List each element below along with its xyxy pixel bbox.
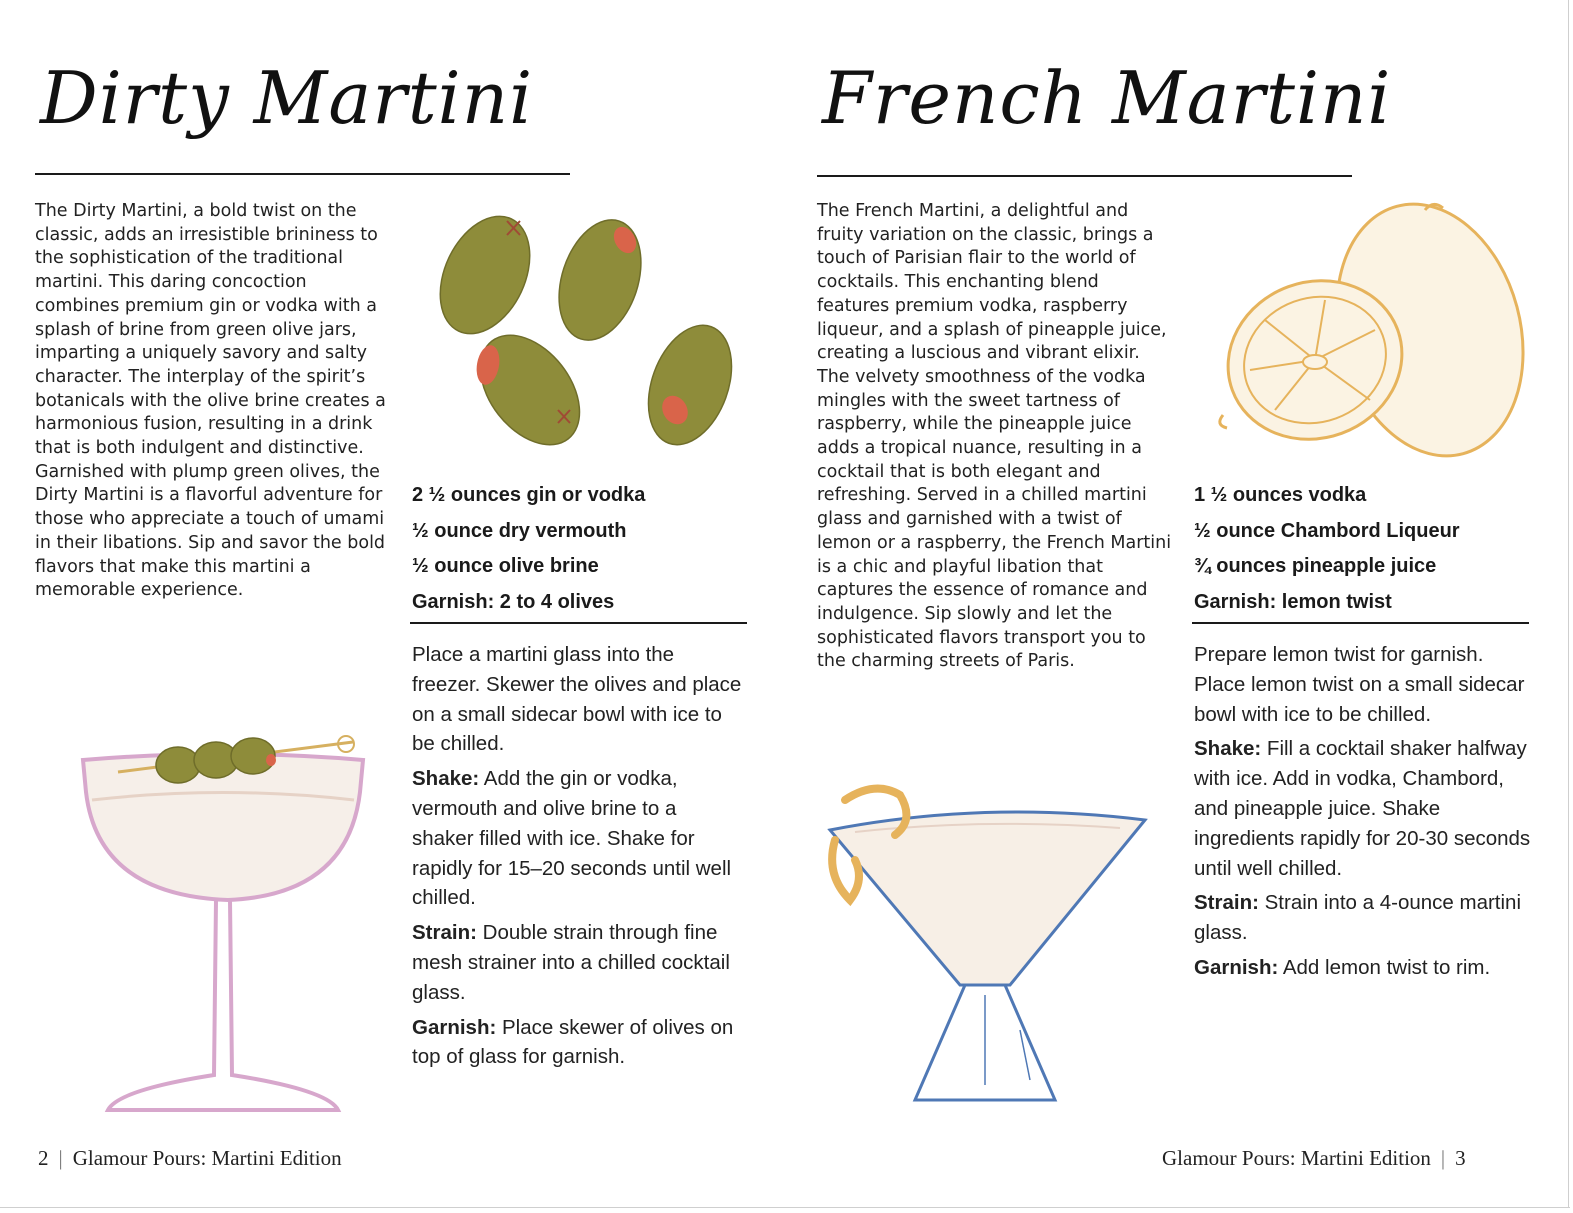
- coupe-glass-illustration: [78, 730, 368, 1120]
- olives-illustration: [430, 205, 750, 460]
- instruction-step: [412, 918, 742, 1007]
- book-title: Glamour Pours: Martini Edition: [72, 1146, 342, 1170]
- step-label: Strain:: [1194, 891, 1259, 915]
- page-footer: [1162, 1146, 1466, 1171]
- lemon-illustration: [1215, 200, 1535, 470]
- instruction-text: Double strain through fine mesh strainer into a chilled cocktail glass.: [412, 921, 730, 1004]
- instruction-step: [412, 764, 742, 913]
- footer-separator: |: [58, 1146, 63, 1170]
- ingredient-item: ½ ounce olive brine: [412, 555, 599, 577]
- ingredient-list: [412, 478, 645, 620]
- step-label: Shake:: [1194, 737, 1262, 761]
- page-edge-bottom: [0, 1207, 1570, 1208]
- instruction-step: [1194, 734, 1534, 883]
- ingredients-divider: [410, 622, 747, 624]
- ingredient-item: Garnish: 2 to 4 olives: [412, 590, 615, 613]
- instruction-step: [1194, 888, 1534, 948]
- instruction-step: [1194, 953, 1534, 983]
- ingredient-item: Garnish: lemon twist: [1194, 590, 1392, 613]
- ingredient-item: ¾ ounces pineapple juice: [1194, 555, 1437, 577]
- recipe-title: French Martini: [822, 56, 1392, 140]
- ingredient-item: ½ ounce Chambord Liqueur: [1194, 519, 1460, 542]
- instruction-text: Strain into a 4-ounce martini glass.: [1194, 891, 1522, 945]
- ingredient-list: [1194, 478, 1460, 620]
- title-divider: [35, 173, 570, 175]
- instruction-text: Fill a cocktail shaker halfway with ice. Add in vodka, Chambord, and pineapple juice. Shake ingredients rapidly for 20-30 seconds until well chilled.: [1194, 737, 1531, 880]
- martini-glass-illustration: [815, 780, 1155, 1110]
- instruction-step: [412, 1013, 742, 1073]
- page-number: 2: [38, 1146, 49, 1170]
- instruction-text: Place a martini glass into the freezer. Skewer the olives and place on a small sidecar bowl with ice to be chilled.: [412, 643, 742, 756]
- instruction-text: Prepare lemon twist for garnish. Place lemon twist on a small sidecar bowl with ice to be chilled.: [1194, 643, 1525, 726]
- ingredients-divider: [1192, 622, 1529, 624]
- step-label: Garnish:: [1194, 955, 1279, 979]
- instructions: [1194, 640, 1534, 988]
- instructions: [412, 640, 742, 1077]
- instruction-text: Place skewer of olives on top of glass for garnish.: [412, 1015, 734, 1069]
- step-label: Shake:: [412, 767, 480, 791]
- ingredient-item: 2 ½ ounces gin or vodka: [412, 484, 646, 506]
- instruction-text: Add lemon twist to rim.: [1278, 955, 1491, 979]
- page-footer: [38, 1146, 342, 1171]
- step-label: Garnish:: [412, 1015, 497, 1039]
- page-edge-right: [1568, 0, 1569, 1207]
- instruction-text: Add the gin or vodka, vermouth and olive brine to a shaker filled with ice. Shake for rapidly for 15–20 seconds until well chilled.: [412, 767, 732, 910]
- title-divider: [817, 175, 1352, 177]
- footer-separator: |: [1440, 1146, 1446, 1170]
- book-title: Glamour Pours: Martini Edition: [1162, 1146, 1431, 1170]
- ingredient-item: 1 ½ ounces vodka: [1194, 484, 1367, 506]
- recipe-title: Dirty Martini: [40, 56, 534, 140]
- page-number: 3: [1455, 1146, 1466, 1170]
- step-label: Strain:: [412, 921, 477, 945]
- recipe-intro: The Dirty Martini, a bold twist on the classic, adds an irresistible brininess to the sophistication of the traditional martini. This daring concoction combines premium gin or vodka with a splash of brine from green olive jars, imparting a uniquely savory and salty character. The interplay of the spirit’s botanicals with the olive brine creates a harmonious fusion, resulting in a drink that is both indulgent and distinctive. Garnished with plump green olives, the Dirty Martini is a flavorful adventure for those who appreciate a touch of umami in their libations. Sip and savor the bold flavors that make this martini a memorable experience.: [35, 201, 386, 601]
- ingredient-item: ½ ounce dry vermouth: [412, 519, 627, 542]
- instruction-step: [412, 640, 742, 759]
- instruction-step: [1194, 640, 1534, 729]
- recipe-intro: The French Martini, a delightful and fruity variation on the classic, brings a touch of Parisian flair to the world of cocktails. This enchanting blend features premium vodka, raspberry liqueur, and a splash of pineapple juice, creating a luscious and vibrant elixir. The velvety smoothness of the vodka mingles with the sweet tartness of raspberry, while the pineapple juice adds a tropical nuance, resulting in a cocktail that is both elegant and refreshing. Served in a chilled martini glass and garnished with a twist of lemon or a raspberry, the French Martini is a chic and playful libation that captures the essence of romance and indulgence. Sip slowly and let the sophisticated flavors transport you to the charming streets of Paris.: [817, 201, 1172, 672]
